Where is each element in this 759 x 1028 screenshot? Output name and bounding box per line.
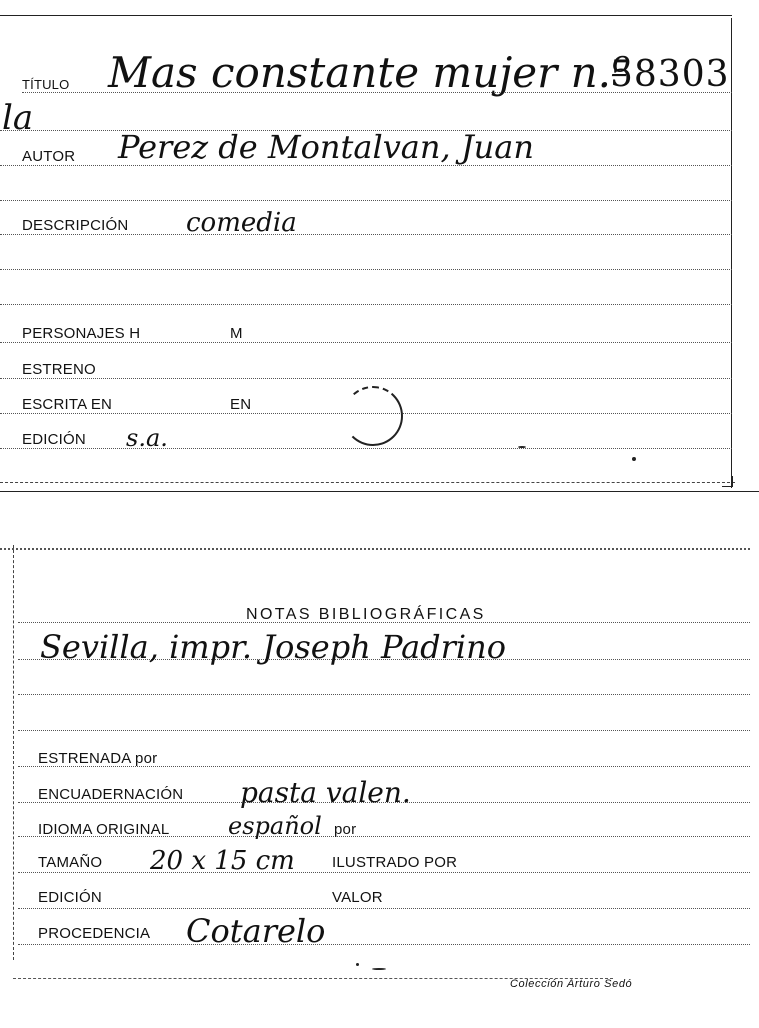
card-front-right-edge [731, 18, 732, 488]
valor-label: VALOR [332, 889, 383, 906]
en-label: EN [230, 396, 252, 413]
personajes-label: PERSONAJES H [22, 325, 141, 342]
autor-label: AUTOR [22, 148, 76, 165]
personajes-m-label: M [230, 325, 243, 342]
descripcion-value: comedia [186, 208, 297, 238]
rule-line [18, 908, 750, 909]
procedencia-value: Cotarelo [186, 912, 326, 950]
rule-line [18, 872, 750, 873]
idioma-por-label: por [334, 821, 357, 838]
ink-speck [356, 963, 359, 966]
rule-line [0, 378, 732, 379]
rule-line [0, 269, 732, 270]
idioma-value: español [228, 812, 322, 840]
descripcion-label: DESCRIPCIÓN [22, 217, 129, 234]
ilustrado-por-label: ILUSTRADO POR [332, 854, 458, 871]
stamp-circle-mark [343, 386, 403, 446]
card-front-top-edge [0, 15, 732, 16]
rule-line [18, 730, 750, 731]
rule-line [0, 200, 732, 201]
titulo-label: TÍTULO [22, 77, 70, 92]
card-front-bottom-edge [0, 491, 759, 492]
encuadernacion-value: pasta valen. [240, 776, 411, 809]
autor-value: Perez de Montalvan, Juan [118, 128, 534, 166]
rule-line [18, 944, 750, 945]
edicion-label-back: EDICIÓN [38, 889, 102, 906]
titulo-value: Mas constante mujer n.º [108, 48, 631, 97]
catalog-number: 58303 [610, 54, 730, 95]
edicion-label: EDICIÓN [22, 431, 86, 448]
ink-speck [632, 457, 636, 461]
procedencia-label: PROCEDENCIA [38, 925, 151, 942]
titulo-article: la [2, 98, 34, 138]
estrenada-por-label: ESTRENADA por [38, 750, 158, 767]
tamano-value: 20 x 15 cm [150, 846, 295, 876]
rule-line [0, 448, 732, 449]
collection-footer: Colección Arturo Sedó [510, 978, 633, 990]
estreno-label: ESTRENO [22, 361, 96, 378]
ink-speck [372, 968, 386, 970]
encuadernacion-label: ENCUADERNACIÓN [38, 786, 184, 803]
card-front-dashed-edge [0, 482, 735, 483]
notas-heading: NOTAS BIBLIOGRÁFICAS [246, 606, 486, 623]
escrita-en-label: ESCRITA EN [22, 396, 113, 413]
notas-value: Sevilla, impr. Joseph Padrino [40, 628, 507, 666]
card-front-corner [722, 476, 733, 487]
edicion-value: s.a. [126, 424, 168, 452]
rule-line [0, 304, 732, 305]
rule-line [0, 234, 732, 235]
idioma-original-label: IDIOMA ORIGINAL [38, 821, 170, 838]
card-back-top-edge [0, 548, 750, 550]
tamano-label: TAMAÑO [38, 854, 103, 871]
rule-line [0, 342, 732, 343]
ink-speck [518, 446, 526, 448]
rule-line [18, 694, 750, 695]
card-back-left-edge [13, 545, 14, 960]
